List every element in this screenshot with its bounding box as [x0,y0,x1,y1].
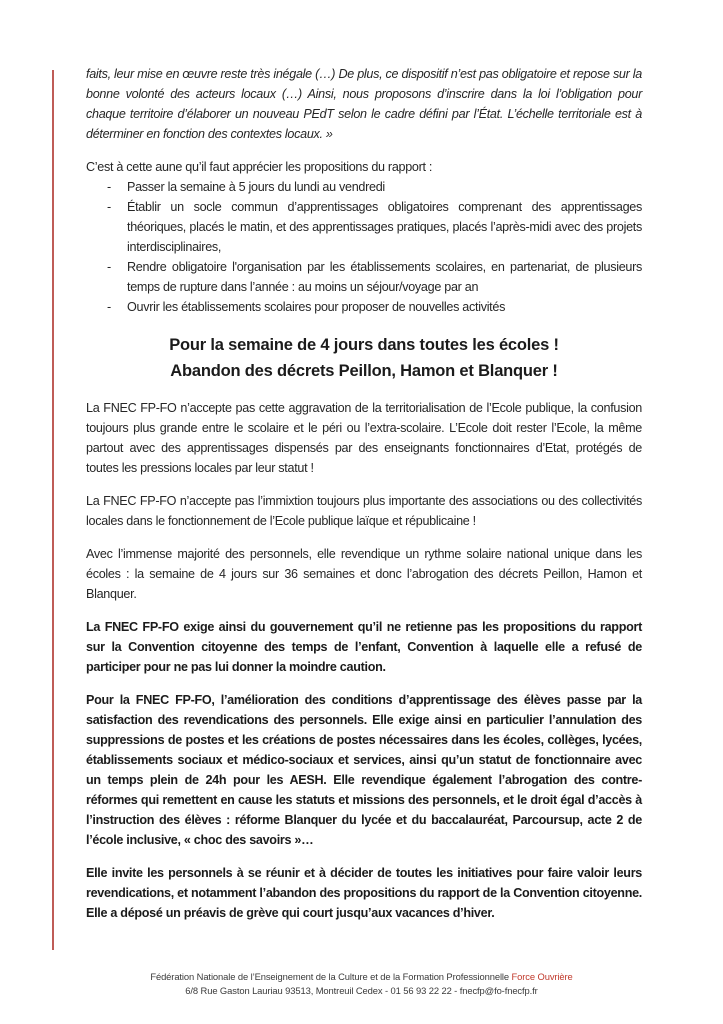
body-paragraph: La FNEC FP-FO n’accepte pas l’immixtion toujours plus importante des associations ou des collectivités locales dans le fonctionnement de l’Ecole publique laïque et républicaine ! [86,494,642,528]
page-footer [0,970,723,998]
body-paragraph-bold: Elle invite les personnels à se réunir et à décider de toutes les initiatives pour faire valoir leurs revendications, et notamment l’abandon des propositions du rapport de la Convention citoyenne. Elle a déposé un préavis de grève qui court jusqu’aux vacances d’hiver. [86,866,642,920]
footer-org-line [0,970,723,984]
body-paragraph: Avec l’immense majorité des personnels, elle revendique un rythme solaire national unique dans les écoles : la semaine de 4 jours sur 36 semaines et donc l’abrogation des décrets Peillon, Hamon et Blanquer. [86,547,642,601]
list-item [86,257,642,297]
document-body [86,64,642,923]
bullet-text: Rendre obligatoire l'organisation par les établissements scolaires, en partenariat, de plusieurs temps de rupture dans l’année : au moins un séjour/voyage par an [127,260,642,294]
intro-line: C’est à cette aune qu’il faut apprécier les propositions du rapport : [86,160,433,174]
central-demand-heading [86,332,642,384]
bullet-dash: - [107,300,111,314]
left-margin-red-rule [52,70,54,950]
footer-org-name: Fédération Nationale de l’Enseignement de la Culture et de la Formation Professionnelle [150,971,512,982]
bullet-dash: - [107,200,111,214]
report-quote-paragraph: faits, leur mise en œuvre reste très inégale (…) De plus, ce dispositif n’est pas obligatoire et repose sur la bonne volonté des acteurs locaux (…) Ainsi, nous proposons d’inscrire dans la loi l’obligation pour chaque territoire d’élaborer un nouveau PEdT selon le cadre défini par l’État. L’échelle territoriale est à déterminer en fonction des contextes locaux. » [86,67,642,141]
bullet-dash: - [107,260,111,274]
list-item [86,197,642,257]
list-item [86,177,642,197]
proposals-bullet-list [86,177,642,317]
bullet-text: Ouvrir les établissements scolaires pour proposer de nouvelles activités [127,300,506,314]
heading-line-1: Pour la semaine de 4 jours dans toutes les écoles ! [169,336,559,354]
bullet-dash: - [107,180,111,194]
footer-address-line: 6/8 Rue Gaston Lauriau 93513, Montreuil Cedex - 01 56 93 22 22 - fnecfp@fo-fnecfp.fr [185,985,538,996]
footer-org-brand: Force Ouvrière [511,971,573,982]
heading-line-2: Abandon des décrets Peillon, Hamon et Blanquer ! [170,362,558,380]
body-paragraph-bold: La FNEC FP-FO exige ainsi du gouvernement qu’il ne retienne pas les propositions du rapport sur la Convention citoyenne des temps de l’enfant, Convention à laquelle elle a refusé de participer pour ne pas lui donner la moindre caution. [86,620,642,674]
list-item [86,297,642,317]
bullet-text: Passer la semaine à 5 jours du lundi au vendredi [127,180,385,194]
bullet-text: Établir un socle commun d’apprentissages obligatoires comprenant des apprentissages théoriques, placés le matin, et des apprentissages pratiques, placés l’après-midi avec des projets interdisciplinaires, [127,200,642,254]
body-paragraph: La FNEC FP-FO n’accepte pas cette aggravation de la territorialisation de l’Ecole publique, la confusion toujours plus grande entre le scolaire et le péri ou l’extra-scolaire. L’Ecole doit rester l’Ecole, la même partout avec des apprentissages dispensés par des enseignants fonctionnaires d’Etat, protégés de toutes les pressions locales par leur statut ! [86,401,642,475]
body-paragraph-bold: Pour la FNEC FP-FO, l’amélioration des conditions d’apprentissage des élèves passe par la satisfaction des revendications des personnels. Elle exige ainsi en particulier l’annulation des suppressions de postes et les créations de postes nécessaires dans les écoles, collèges, lycées, établissements sociaux et médico-sociaux et services, ainsi qu’un statut de fonctionnaire avec un temps plein de 24h pour les AESH. Elle revendique également l’abrogation des contre-réformes qui remettent en cause les statuts et missions des personnels, et le droit égal d’accès à l’instruction des élèves : réforme Blanquer du lycée et du baccalauréat, Parcoursup, acte 2 de l’école inclusive, « choc des savoirs »… [86,693,642,847]
